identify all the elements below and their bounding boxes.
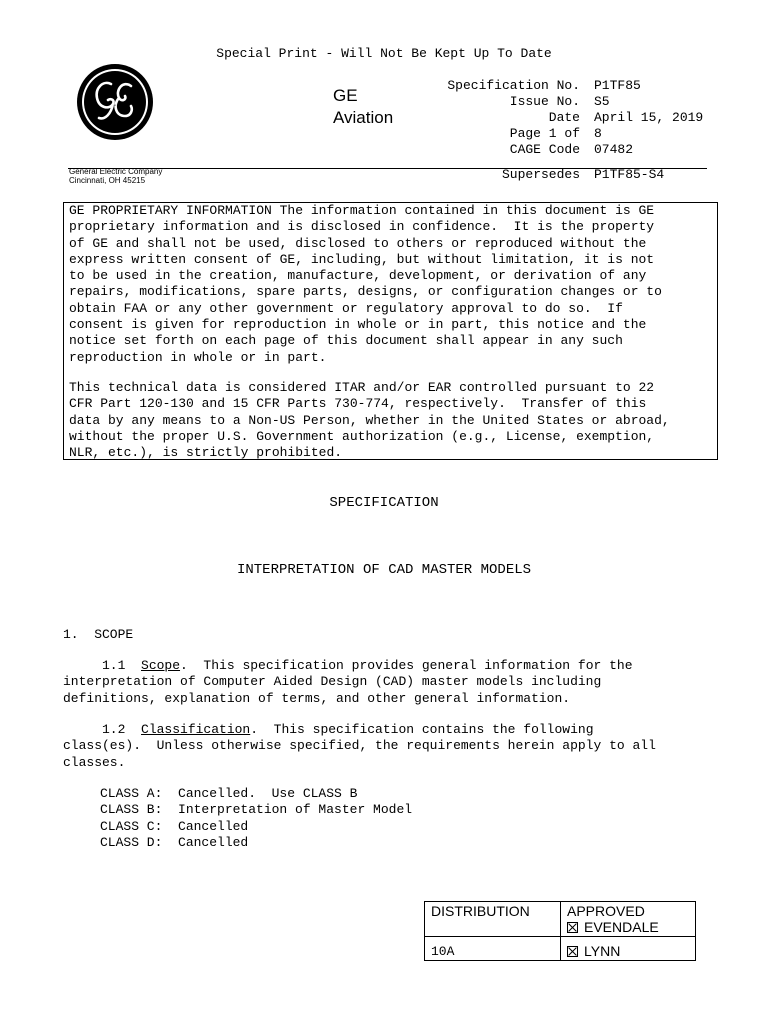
brand-line-aviation: Aviation	[333, 108, 394, 127]
approved-lynn-label: LYNN	[584, 943, 621, 959]
table-row-divider	[424, 936, 696, 937]
spec-no-value: P1TF85	[594, 78, 641, 93]
para-1-2-first-line: . This specification contains the following	[250, 722, 594, 737]
paragraph-1-1	[63, 658, 633, 707]
distribution-label: DISTRIBUTION	[431, 903, 530, 919]
table-column-divider	[560, 901, 561, 961]
approved-evendale-label: EVENDALE	[584, 919, 659, 935]
page-label: Page 1 of	[509, 126, 580, 141]
supersedes-value: P1TF85-S4	[594, 167, 665, 182]
scope-heading: 1. SCOPE	[63, 627, 134, 642]
para-1-2-body: class(es). Unless otherwise specified, the requirements herein apply to all classes.	[63, 738, 656, 770]
specification-heading: SPECIFICATION	[329, 495, 439, 511]
date-label: Date	[548, 110, 580, 125]
special-print-notice: Special Print - Will Not Be Kept Up To Date	[216, 46, 552, 61]
approved-lynn	[567, 943, 620, 959]
para-1-2-title: Classification	[141, 722, 251, 737]
para-1-1-title: Scope	[141, 658, 181, 673]
approved-label: APPROVED	[567, 903, 645, 919]
checked-box-icon	[567, 922, 578, 933]
export-control-notice-text: This technical data is considered ITAR and/or EAR controlled pursuant to 22 CFR Part 120-130 and 15 CFR Parts 730-774, respectively. Transfer of this data by any means to a Non-US Person, whether in the United States or abroad, without the proper U.S. Government authorization (e.g., License, exemption, NLR, etc.), is strictly prohibited.	[69, 380, 670, 461]
approved-evendale	[567, 919, 659, 935]
ge-logo	[75, 62, 155, 142]
para-1-1-body: interpretation of Computer Aided Design (CAD) master models including definitions, explanation of terms, and other general information.	[63, 674, 602, 706]
checked-box-icon	[567, 946, 578, 957]
cage-value: 07482	[594, 142, 634, 157]
distribution-value: 10A	[431, 944, 455, 959]
supersedes-label: Supersedes	[501, 167, 580, 182]
company-name: General Electric Company	[69, 167, 163, 176]
cage-label: CAGE Code	[509, 142, 580, 157]
svg-text:GE: GE	[113, 105, 117, 107]
header-divider	[68, 168, 707, 169]
paragraph-1-2	[63, 722, 656, 771]
date-value: April 15, 2019	[594, 110, 704, 125]
spec-no-label: Specification No.	[447, 78, 580, 93]
issue-label: Issue No.	[509, 94, 580, 109]
page-total: 8	[594, 126, 602, 141]
issue-value: S5	[594, 94, 610, 109]
company-city: Cincinnati, OH 45215	[69, 176, 146, 185]
document-title: INTERPRETATION OF CAD MASTER MODELS	[236, 562, 532, 578]
para-1-1-first-line: . This specification provides general information for the	[180, 658, 633, 673]
para-1-1-number: 1.1	[63, 658, 142, 673]
para-1-2-number: 1.2	[63, 722, 142, 737]
brand-line-ge: GE	[333, 86, 358, 105]
brand-name	[333, 85, 393, 129]
class-list: CLASS A: Cancelled. Use CLASS B CLASS B: Interpretation of Master Model CLASS C: Cancelled CLASS D: Cancelled	[100, 786, 413, 850]
proprietary-notice-text: GE PROPRIETARY INFORMATION The information contained in this document is GE proprietary information and is disclosed in confidence. It is the property of GE and shall not be used, disclosed to others or reproduced without the express written consent of GE, including, but without limitation, it is not to be used in the creation, manufacture, development, or derivation of any repairs, modifications, spare parts, designs, or configuration changes or to obtain FAA or any other government or regulatory approval to do so. If consent is given for reproduction in whole or in part, this notice and the notice set forth on each page of this document shall appear in any such reproduction in whole or in part.	[69, 203, 662, 365]
